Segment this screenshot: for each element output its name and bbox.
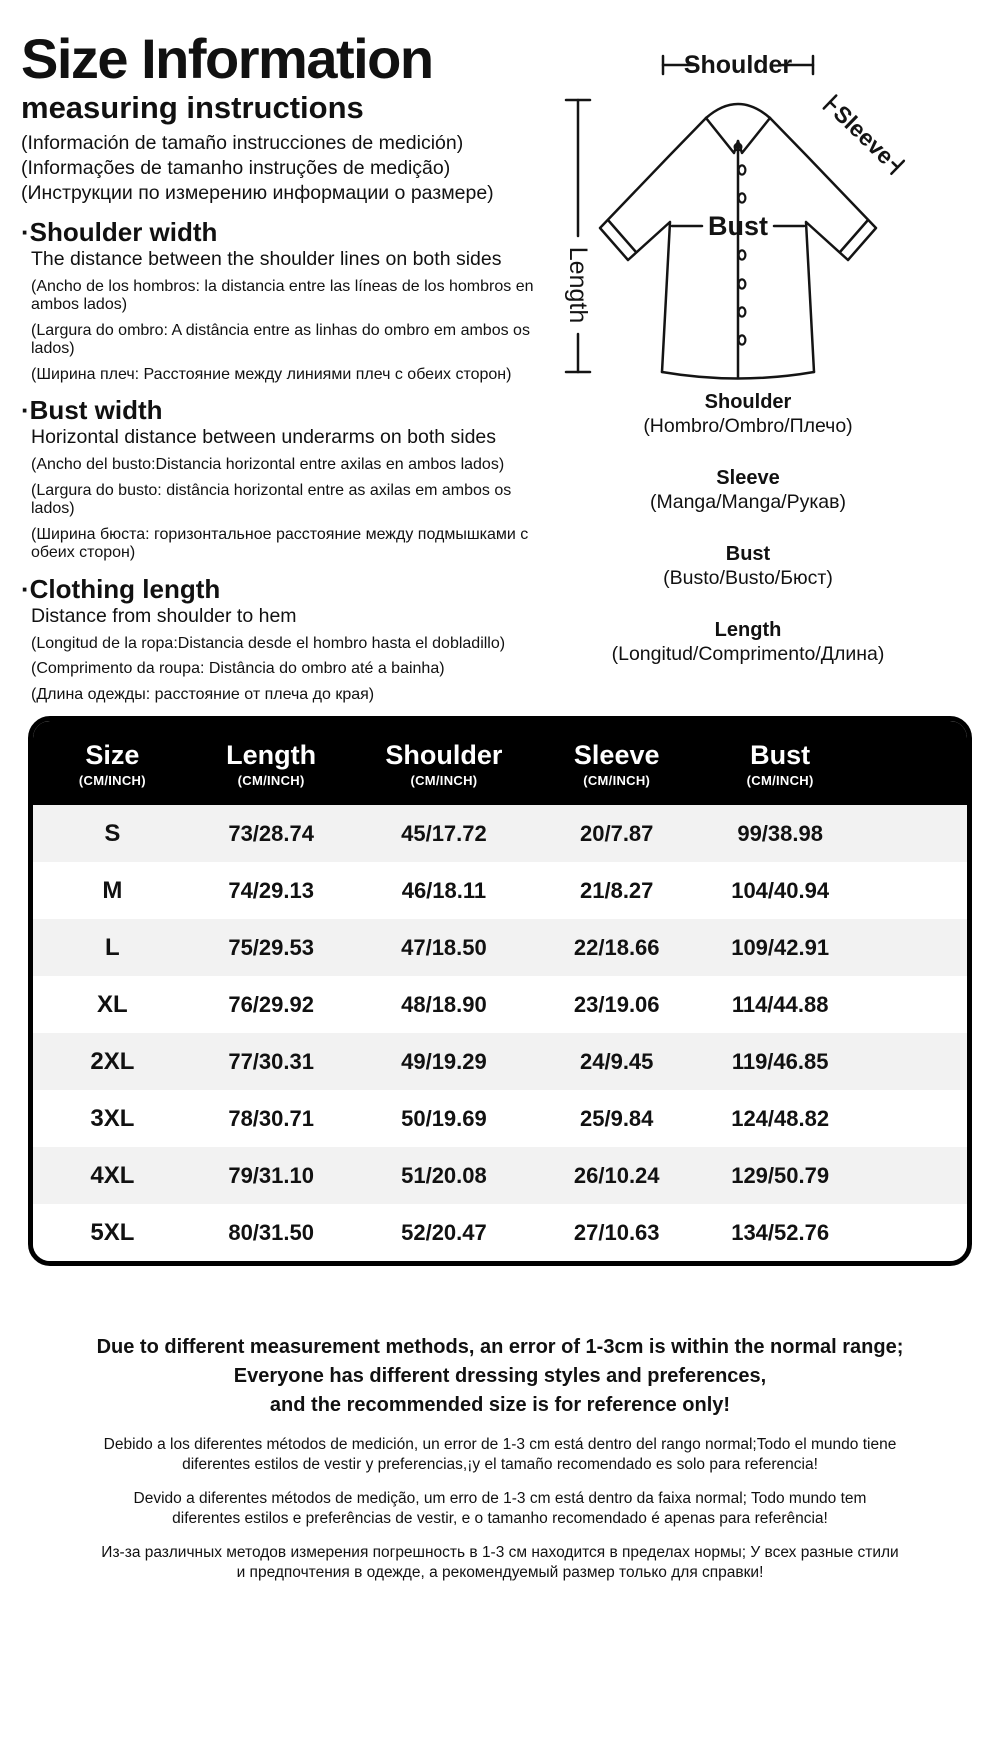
section-translation-es: (Ancho del busto:Distancia horizontal entre axilas en ambos lados) xyxy=(31,456,505,474)
shoulder-cell: 49/19.29 xyxy=(401,1048,487,1074)
disclaimer-pt xyxy=(0,1489,1000,1528)
section-bust-width xyxy=(21,396,548,563)
sleeve-cell: 23/19.06 xyxy=(573,991,660,1017)
size-cell: 4XL xyxy=(90,1161,135,1189)
disclaimer-en xyxy=(0,1333,1000,1420)
disclaimer-ru-line2: и предпочтения в одежде, а рекомендуемый размер только для справки! xyxy=(236,1563,764,1581)
bust-cell: 134/52.76 xyxy=(731,1219,830,1245)
size-cell: XL xyxy=(97,990,128,1018)
table-row-m xyxy=(33,862,967,919)
length-cell: 79/31.10 xyxy=(228,1162,314,1188)
disclaimer-en-line1: Due to different measurement methods, an error of 1-3cm is within the normal range; xyxy=(96,1336,904,1358)
bust-cell: 129/50.79 xyxy=(731,1162,830,1188)
page-subtitle: measuring instructions xyxy=(21,89,364,125)
size-cell: 3XL xyxy=(90,1104,135,1132)
diagram-shoulder-label: Shoulder xyxy=(683,51,793,79)
table-row-3xl xyxy=(33,1090,967,1147)
length-cell: 76/29.92 xyxy=(228,991,314,1017)
shoulder-cell: 51/20.08 xyxy=(401,1162,487,1188)
table-row-l xyxy=(33,919,967,976)
size-cell: 2XL xyxy=(90,1047,135,1075)
instructions-column xyxy=(21,27,548,704)
disclaimer-en-line2: Everyone has different dressing styles and preferences, xyxy=(233,1365,767,1387)
size-cell: 5XL xyxy=(90,1218,135,1246)
bust-cell: 114/44.88 xyxy=(731,991,829,1017)
table-row-2xl xyxy=(33,1033,967,1090)
shoulder-cell: 45/17.72 xyxy=(401,820,487,846)
sleeve-cell: 24/9.45 xyxy=(580,1048,654,1074)
section-description: Distance from shoulder to hem xyxy=(31,604,297,627)
shoulder-cell: 52/20.47 xyxy=(401,1219,487,1245)
disclaimer-es-line2: diferentes estilos de vestir y preferencias,¡y el tamaño recomendado es solo para referencia! xyxy=(182,1455,818,1473)
section-heading: ·Shoulder width xyxy=(21,216,218,247)
disclaimer-ru-line1: Из-за различных методов измерения погрешность в 1-3 см находится в пределах нормы; У всех разные стили xyxy=(101,1544,899,1561)
bust-cell: 109/42.91 xyxy=(731,934,830,960)
section-heading: ·Bust width xyxy=(21,395,163,426)
section-description: Horizontal distance between underarms on both sides xyxy=(31,426,497,449)
length-cell: 75/29.53 xyxy=(228,934,314,960)
table-row-4xl xyxy=(33,1147,967,1204)
section-translation-ru: (Ширина плеч: Расстояние между линиями плеч с обеих сторон) xyxy=(31,365,512,383)
length-cell: 80/31.50 xyxy=(228,1219,314,1245)
shirt-diagram-svg xyxy=(548,40,952,390)
section-translation-es: (Longitud de la ropa:Distancia desde el hombro hasta el dobladillo) xyxy=(31,634,506,652)
legend-term: Shoulder xyxy=(704,391,792,413)
size-cell: S xyxy=(104,819,121,847)
disclaimer-es-line1: Debido a los diferentes métodos de medición, un error de 1-3 cm está dentro del rango normal;Todo el mundo tiene xyxy=(103,1436,897,1453)
section-shoulder-width xyxy=(21,218,548,385)
column-header-length: Length (CM/INCH) xyxy=(226,740,317,788)
shirt-outline xyxy=(600,104,876,379)
section-heading: ·Clothing length xyxy=(21,573,221,604)
legend-item-bust xyxy=(548,542,948,590)
sleeve-cell: 20/7.87 xyxy=(580,820,654,846)
shirt-measurement-diagram xyxy=(548,40,952,390)
section-translation-es: (Ancho de los hombros: la distancia entre las líneas de los hombros en ambos lados) xyxy=(31,277,534,314)
length-dimension-line xyxy=(566,100,590,372)
table-row-s xyxy=(33,805,967,862)
legend-item-length xyxy=(548,618,948,666)
shoulder-cell: 50/19.69 xyxy=(401,1105,487,1131)
bust-cell: 99/38.98 xyxy=(737,820,823,846)
length-cell: 77/30.31 xyxy=(228,1048,314,1074)
legend-translation: (Hombro/Ombro/Плечо) xyxy=(643,415,853,437)
section-clothing-length xyxy=(21,575,548,705)
title-translation-ru: (Инструкции по измерению информации о размере) xyxy=(21,181,494,204)
column-header-sleeve: Sleeve (CM/INCH) xyxy=(573,740,660,788)
title-translation-pt: (Informações de tamanho instruções de medição) xyxy=(21,156,451,179)
legend-item-shoulder xyxy=(548,390,948,438)
disclaimer-footer xyxy=(0,1333,1000,1582)
section-translation-ru: (Ширина бюста: горизонтальное расстояние между подмышками с обеих сторон) xyxy=(31,525,529,562)
bust-cell: 119/46.85 xyxy=(731,1048,829,1074)
measurement-legend xyxy=(548,390,948,666)
section-translation-pt: (Comprimento da roupa: Distância do ombro até a bainha) xyxy=(31,660,445,678)
section-translation-ru: (Длина одежды: расстояние от плеча до края) xyxy=(31,685,375,703)
sleeve-cell: 25/9.84 xyxy=(580,1105,654,1131)
disclaimer-pt-line2: diferentes estilos e preferências de vestir, e o tamanho recomendado é apenas para referência! xyxy=(172,1509,828,1527)
title-translations xyxy=(21,131,548,206)
page-title: Size Information xyxy=(21,27,433,90)
disclaimer-es xyxy=(0,1435,1000,1474)
table-row-5xl xyxy=(33,1204,967,1261)
shoulder-cell: 48/18.90 xyxy=(401,991,487,1017)
size-table-header xyxy=(33,721,967,805)
sleeve-cell: 22/18.66 xyxy=(573,934,660,960)
legend-term: Bust xyxy=(725,543,771,565)
size-cell: M xyxy=(102,876,123,904)
diagram-length-label: Length xyxy=(564,246,592,324)
length-cell: 74/29.13 xyxy=(228,877,314,903)
length-cell: 78/30.71 xyxy=(228,1105,314,1131)
disclaimer-pt-line1: Devido a diferentes métodos de medição, um erro de 1-3 cm está dentro da faixa normal; Todo mundo tem xyxy=(133,1490,867,1507)
legend-term: Length xyxy=(714,619,782,641)
legend-translation: (Manga/Manga/Рукав) xyxy=(650,491,846,513)
legend-item-sleeve xyxy=(548,466,948,514)
column-header-size: Size (CM/INCH) xyxy=(78,740,146,788)
bust-cell: 124/48.82 xyxy=(731,1105,830,1131)
shoulder-cell: 47/18.50 xyxy=(401,934,487,960)
column-header-shoulder: Shoulder (CM/INCH) xyxy=(385,740,503,788)
sleeve-cell: 21/8.27 xyxy=(580,877,654,903)
section-description: The distance between the shoulder lines on both sides xyxy=(31,247,502,270)
sleeve-cell: 26/10.24 xyxy=(573,1162,660,1188)
disclaimer-ru xyxy=(0,1543,1000,1582)
diagram-sleeve-label: Sleeve xyxy=(828,99,900,170)
size-cell: L xyxy=(105,933,120,961)
length-cell: 73/28.74 xyxy=(228,820,314,846)
table-row-xl xyxy=(33,976,967,1033)
section-translation-pt: (Largura do ombro: A distância entre as linhas do ombro em ambos os lados) xyxy=(31,321,530,358)
shoulder-cell: 46/18.11 xyxy=(401,877,487,903)
disclaimer-en-line3: and the recommended size is for reference only! xyxy=(269,1394,731,1416)
legend-translation: (Busto/Busto/Бюст) xyxy=(663,567,833,589)
sleeve-cell: 27/10.63 xyxy=(573,1219,660,1245)
legend-translation: (Longitud/Comprimento/Длина) xyxy=(611,643,885,665)
section-translation-pt: (Largura do busto: distância horizontal entre as axilas em ambos os lados) xyxy=(31,481,512,518)
title-translation-es: (Información de tamaño instrucciones de medición) xyxy=(21,131,464,154)
diagram-bust-label: Bust xyxy=(708,211,768,241)
legend-term: Sleeve xyxy=(716,467,780,489)
size-table xyxy=(28,716,972,1266)
shirt-buttons xyxy=(735,144,746,345)
bust-cell: 104/40.94 xyxy=(731,877,830,903)
column-header-bust: Bust (CM/INCH) xyxy=(746,740,814,788)
